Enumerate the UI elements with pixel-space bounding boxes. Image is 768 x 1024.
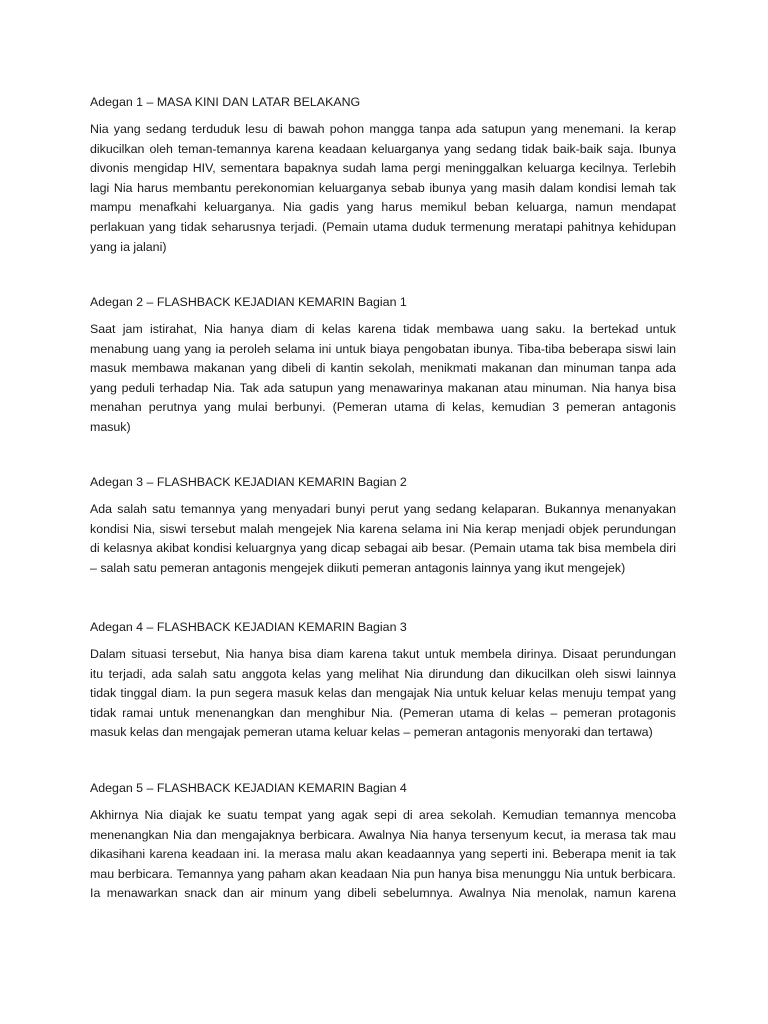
paragraph-line: itu terjadi, ada salah satu anggota kelas yang melihat Nia dirundung dan dikucilkan oleh siswi lainnya [90, 666, 676, 681]
paragraph-line: perlakuan yang tidak seharusnya terjadi. (Pemain utama duduk termenung meratapi pahitnya kehidupan [90, 219, 676, 234]
paragraph-line: di kelasnya akibat kondisi keluargnya yang dicap sebagai aib besar. (Pemain utama tak bisa membela diri [90, 541, 676, 556]
paragraph-line: tidak tinggal diam. Ia pun segera masuk kelas dan mengajak Nia untuk keluar kelas menuju tempat yang [90, 686, 676, 701]
paragraph-line: tidak ramai untuk menenangkan dan menghibur Nia. (Pemeran utama di kelas – pemeran protagonis [90, 705, 676, 720]
paragraph-line: mau berbicara. Temannya yang paham akan keadaan Nia pun hanya bisa menunggu Nia untuk berbicara. [90, 866, 676, 881]
scene-3-heading: Adegan 3 – FLASHBACK KEJADIAN KEMARIN Bagian 2 [90, 475, 407, 489]
paragraph-line: lagi Nia harus membantu perekonomian keluarganya sebab ibunya yang masih dalam kondisi lemah tak [90, 180, 676, 195]
paragraph-line: mampu menafkahi keluarganya. Nia gadis yang harus memikul beban keluarga, namun mendapat [90, 200, 676, 215]
paragraph-line: menabung uang yang ia peroleh selama ini untuk biaya pengobatan ibunya. Tiba-tiba beberapa siswi lain [90, 341, 676, 356]
scene-5-paragraph [90, 806, 676, 904]
paragraph-line: menahan perutnya yang mulai berbunyi. (Pemeran utama di kelas, kemudian 3 pemeran antagonis [90, 400, 676, 415]
scene-4-heading: Adegan 4 – FLASHBACK KEJADIAN KEMARIN Bagian 3 [90, 620, 407, 634]
scene-2-heading: Adegan 2 – FLASHBACK KEJADIAN KEMARIN Bagian 1 [90, 295, 407, 309]
scene-4-paragraph [90, 645, 676, 743]
paragraph-line: divonis mengidap HIV, sementara bapaknya sudah lama pergi meninggalkan keluarga kecilnya. Terlebih [90, 161, 676, 176]
paragraph-line: yang ia jalani) [90, 239, 167, 254]
scene-1-paragraph [90, 120, 676, 257]
scene-2-paragraph [90, 320, 676, 438]
paragraph-line: Saat jam istirahat, Nia hanya diam di kelas karena tidak membawa uang saku. Ia bertekad untuk [90, 322, 676, 336]
paragraph-line: dikucilkan oleh teman-temannya karena keadaan keluarganya yang sedang tidak baik-baik saja. Ibunya [90, 141, 676, 156]
paragraph-line: Dalam situasi tersebut, Nia hanya bisa diam karena takut untuk membela dirinya. Disaat perundungan [90, 647, 676, 661]
paragraph-line: kondisi Nia, siswi tersebut malah mengejek Nia karena selama ini Nia kerap menjadi objek perundungan [90, 521, 676, 536]
paragraph-line: Ia menawarkan snack dan air minum yang dibeli sebelumnya. Awalnya Nia menolak, namun karena [90, 886, 676, 901]
paragraph-line: menenangkan Nia dan mengajaknya berbicara. Awalnya Nia hanya tersenyum kecut, ia merasa tak mau [90, 827, 676, 842]
scene-5-heading: Adegan 5 – FLASHBACK KEJADIAN KEMARIN Bagian 4 [90, 781, 407, 795]
paragraph-line: masuk) [90, 419, 131, 434]
paragraph-line: masuk kelas dan mengajak pemeran utama keluar kelas – pemeran antagonis menyoraki dan tertawa) [90, 725, 653, 740]
scene-1-heading: Adegan 1 – MASA KINI DAN LATAR BELAKANG [90, 95, 361, 109]
paragraph-line: – salah satu pemeran antagonis mengejek diikuti pemeran antagonis lainnya yang ikut mengejek) [90, 560, 626, 575]
paragraph-line: Akhirnya Nia diajak ke suatu tempat yang agak sepi di area sekolah. Kemudian temannya mencoba [90, 808, 676, 822]
paragraph-line: yang peduli terhadap Nia. Tak ada satupun yang menawarinya makanan atau minuman. Nia hanya bisa [90, 380, 676, 395]
scene-3-paragraph [90, 500, 676, 578]
paragraph-line: dikasihani karena keadaan ini. Ia merasa malu akan keadaannya yang seperti ini. Beberapa menit ia tak [90, 847, 676, 862]
paragraph-line: Ada salah satu temannya yang menyadari bunyi perut yang sedang kelaparan. Bukannya menanyakan [90, 502, 676, 516]
paragraph-line: Nia yang sedang terduduk lesu di bawah pohon mangga tanpa ada satupun yang menemani. Ia kerap [90, 122, 676, 136]
paragraph-line: masuk membawa makanan yang dibeli di kantin sekolah, menikmati makanan dan minuman tanpa ada [90, 361, 676, 376]
